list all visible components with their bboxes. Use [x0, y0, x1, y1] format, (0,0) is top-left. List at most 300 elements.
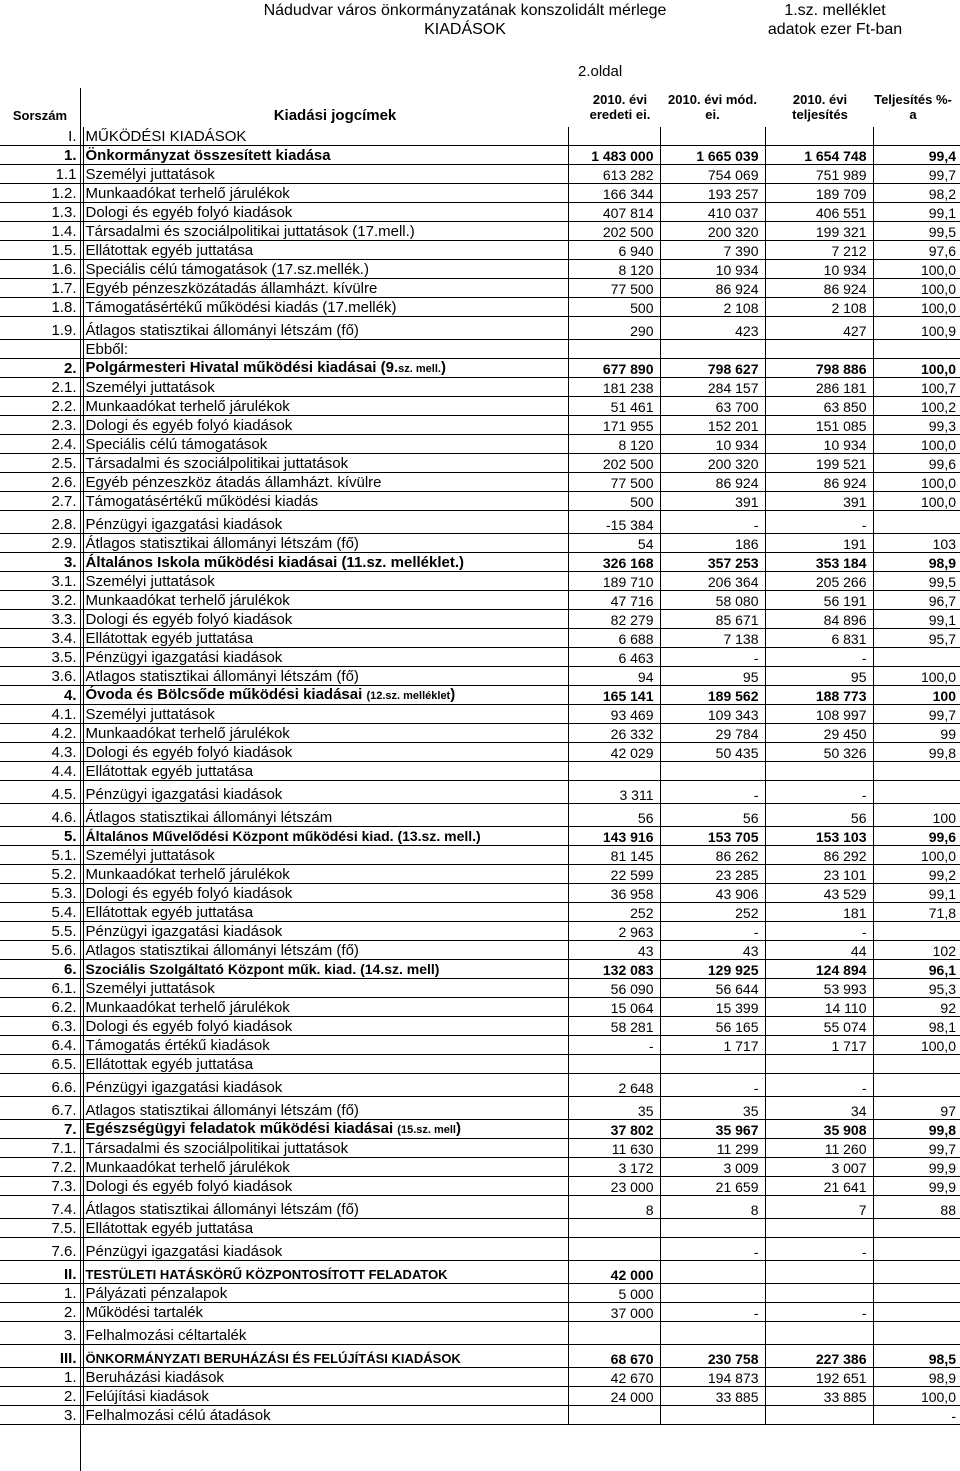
table-row	[0, 127, 960, 146]
row-number: 1.4.	[0, 222, 83, 241]
table-row	[0, 762, 960, 781]
value-pct: 100	[873, 686, 960, 705]
row-label	[83, 260, 568, 279]
value-pct: 99,8	[873, 743, 960, 762]
value-eredeti	[568, 340, 660, 359]
value-eredeti: 6 688	[568, 629, 660, 648]
value-pct: 99,5	[873, 222, 960, 241]
table-row	[0, 241, 960, 260]
page-number: 2.oldal	[578, 63, 623, 80]
value-pct: 99,1	[873, 203, 960, 222]
value-pct: 100,7	[873, 378, 960, 397]
value-pct: 100,0	[873, 298, 960, 317]
value-pct	[873, 781, 960, 804]
table-row	[0, 884, 960, 903]
value-telj: 43 529	[765, 884, 873, 903]
value-eredeti: 500	[568, 298, 660, 317]
row-label	[83, 146, 568, 165]
value-telj: 6 831	[765, 629, 873, 648]
value-eredeti: 181 238	[568, 378, 660, 397]
value-mod: 86 262	[660, 846, 765, 865]
value-eredeti: 24 000	[568, 1387, 660, 1406]
value-eredeti: 82 279	[568, 610, 660, 629]
row-label-text: Támogatás értékű kiadások	[85, 1037, 270, 1054]
value-eredeti: 8	[568, 1196, 660, 1219]
row-label-text: Pénzügyi igazgatási kiadások	[85, 1079, 283, 1096]
row-label-text: Felhalmozási célú átadások	[85, 1407, 271, 1424]
row-label	[83, 279, 568, 298]
value-pct: 98,1	[873, 1017, 960, 1036]
value-pct: 100,2	[873, 397, 960, 416]
value-pct	[873, 1219, 960, 1238]
value-eredeti	[568, 1238, 660, 1261]
value-eredeti: 2 963	[568, 922, 660, 941]
row-number: 1.	[0, 1284, 83, 1303]
value-eredeti: 132 083	[568, 960, 660, 979]
value-mod	[660, 1055, 765, 1074]
value-mod: 15 399	[660, 998, 765, 1017]
row-label	[83, 686, 568, 705]
row-label-text: Társadalmi és szociálpolitikai juttatások (17.mell.)	[85, 223, 415, 240]
col-mod: 2010. évi mód. ei.	[668, 92, 757, 122]
value-mod: 206 364	[660, 572, 765, 591]
row-number: 1.9.	[0, 317, 83, 340]
row-label-end: )	[450, 686, 456, 703]
value-eredeti: 77 500	[568, 473, 660, 492]
row-number: 3.4.	[0, 629, 83, 648]
value-eredeti: 94	[568, 667, 660, 686]
value-mod: 189 562	[660, 686, 765, 705]
row-label-text: Általános Művelődési Központ működési kiad. (13.sz. mell.)	[85, 828, 481, 844]
value-pct: 100,0	[873, 435, 960, 454]
value-mod: -	[660, 1238, 765, 1261]
row-label	[83, 416, 568, 435]
value-pct: 98,9	[873, 1368, 960, 1387]
row-number: 7.1.	[0, 1139, 83, 1158]
value-eredeti: 3 172	[568, 1158, 660, 1177]
value-mod: 2 108	[660, 298, 765, 317]
value-eredeti: 252	[568, 903, 660, 922]
value-telj: 124 894	[765, 960, 873, 979]
row-label-text: Működési tartalék	[85, 1304, 204, 1321]
table-row	[0, 1219, 960, 1238]
value-telj: -	[765, 1303, 873, 1322]
value-mod	[660, 1284, 765, 1303]
value-pct: 88	[873, 1196, 960, 1219]
row-label-text: Speciális célú támogatások	[85, 436, 268, 453]
row-label	[83, 781, 568, 804]
value-pct: 98,2	[873, 184, 960, 203]
value-telj: 34	[765, 1097, 873, 1120]
value-eredeti: 43	[568, 941, 660, 960]
table-row	[0, 1036, 960, 1055]
value-telj: 10 934	[765, 435, 873, 454]
table-row	[0, 1387, 960, 1406]
row-label-text: Egyéb pénzeszköz átadás államházt. kívülre	[85, 474, 382, 491]
value-telj: 192 651	[765, 1368, 873, 1387]
value-telj: 11 260	[765, 1139, 873, 1158]
value-mod: -	[660, 1074, 765, 1097]
value-mod: 95	[660, 667, 765, 686]
value-telj: 84 896	[765, 610, 873, 629]
value-pct: 99,2	[873, 865, 960, 884]
row-label	[83, 317, 568, 340]
value-telj: 406 551	[765, 203, 873, 222]
row-label-text: Támogatásértékű működési kiadás (17.mellék)	[85, 299, 397, 316]
value-pct	[873, 511, 960, 534]
value-pct: 95,3	[873, 979, 960, 998]
value-eredeti: 6 463	[568, 648, 660, 667]
value-eredeti: 189 710	[568, 572, 660, 591]
row-number: 3.6.	[0, 667, 83, 686]
row-number: II.	[0, 1261, 83, 1284]
table-row	[0, 648, 960, 667]
value-telj	[765, 1055, 873, 1074]
value-pct	[873, 1238, 960, 1261]
value-eredeti: 42 670	[568, 1368, 660, 1387]
value-pct: 100,0	[873, 473, 960, 492]
row-label	[83, 165, 568, 184]
table-row	[0, 416, 960, 435]
row-number: 2.3.	[0, 416, 83, 435]
col-pct: Teljesítés %-a	[874, 92, 952, 122]
value-pct: 96,7	[873, 591, 960, 610]
value-mod: 129 925	[660, 960, 765, 979]
row-label-text: Egészségügyi feladatok működési kiadásai	[85, 1120, 398, 1137]
row-number: 6.5.	[0, 1055, 83, 1074]
value-telj: 44	[765, 941, 873, 960]
table-row	[0, 1017, 960, 1036]
table-row	[0, 553, 960, 572]
row-label	[83, 827, 568, 846]
row-label-text: Ellátottak egyéb juttatása	[85, 1056, 254, 1073]
annex-line-1: 1.sz. melléklet	[784, 2, 886, 19]
value-telj	[765, 1261, 873, 1284]
value-mod: 43 906	[660, 884, 765, 903]
value-eredeti: 54	[568, 534, 660, 553]
row-label	[83, 241, 568, 260]
value-mod: 7 390	[660, 241, 765, 260]
table-row	[0, 435, 960, 454]
value-telj: 391	[765, 492, 873, 511]
row-number: 6.2.	[0, 998, 83, 1017]
row-label-text: Személyi juttatások	[85, 379, 215, 396]
value-mod: 186	[660, 534, 765, 553]
value-eredeti: 26 332	[568, 724, 660, 743]
title-line-1: Nádudvar város önkormányzatának konszolidált mérlege	[263, 2, 667, 19]
value-mod: 33 885	[660, 1387, 765, 1406]
row-label-text: Ellátottak egyéb juttatása	[85, 1220, 254, 1237]
value-pct: 100,0	[873, 1036, 960, 1055]
value-pct: 100	[873, 804, 960, 827]
value-mod: -	[660, 922, 765, 941]
row-label-text: Ellátottak egyéb juttatása	[85, 242, 254, 259]
value-eredeti	[568, 1406, 660, 1425]
row-number: 4.	[0, 686, 83, 705]
value-mod: 35	[660, 1097, 765, 1120]
value-pct: 99,8	[873, 1120, 960, 1139]
table-row	[0, 865, 960, 884]
value-eredeti: 35	[568, 1097, 660, 1120]
row-label	[83, 1387, 568, 1406]
value-eredeti	[568, 127, 660, 146]
row-number: 7.6.	[0, 1238, 83, 1261]
value-eredeti: 171 955	[568, 416, 660, 435]
row-number: 2.2.	[0, 397, 83, 416]
row-label	[83, 941, 568, 960]
value-telj: 191	[765, 534, 873, 553]
value-eredeti: 36 958	[568, 884, 660, 903]
value-pct	[873, 1322, 960, 1345]
row-label-text: Pénzügyi igazgatási kiadások	[85, 649, 283, 666]
value-mod: 109 343	[660, 705, 765, 724]
value-telj: -	[765, 922, 873, 941]
value-eredeti: 407 814	[568, 203, 660, 222]
table-row	[0, 279, 960, 298]
row-label	[83, 629, 568, 648]
table-row	[0, 846, 960, 865]
value-pct: 100,0	[873, 1387, 960, 1406]
value-mod: 21 659	[660, 1177, 765, 1196]
value-telj: 86 924	[765, 279, 873, 298]
table-row	[0, 511, 960, 534]
value-mod	[660, 1219, 765, 1238]
table-row	[0, 705, 960, 724]
value-eredeti: 23 000	[568, 1177, 660, 1196]
row-number: 4.2.	[0, 724, 83, 743]
row-label-text: Átlagos statisztikai állományi létszám	[85, 809, 333, 826]
value-eredeti: 93 469	[568, 705, 660, 724]
table-row	[0, 1284, 960, 1303]
row-number: 3.2.	[0, 591, 83, 610]
value-mod: 56 165	[660, 1017, 765, 1036]
value-mod: 200 320	[660, 222, 765, 241]
row-number: 1.7.	[0, 279, 83, 298]
value-mod	[660, 1261, 765, 1284]
row-label-text: Ellátottak egyéb juttatása	[85, 904, 254, 921]
value-telj: 188 773	[765, 686, 873, 705]
table-row	[0, 222, 960, 241]
value-pct: 98,5	[873, 1345, 960, 1368]
value-mod: 56	[660, 804, 765, 827]
annex-line-2: adatok ezer Ft-ban	[767, 21, 903, 38]
value-mod: 230 758	[660, 1345, 765, 1368]
table-row	[0, 1158, 960, 1177]
row-number: 3.	[0, 1322, 83, 1345]
row-label	[83, 1139, 568, 1158]
row-number: 2.5.	[0, 454, 83, 473]
col-telj: 2010. évi teljesítés	[792, 92, 848, 122]
value-eredeti: 202 500	[568, 222, 660, 241]
value-pct: 97	[873, 1097, 960, 1120]
value-eredeti: 1 483 000	[568, 146, 660, 165]
row-number: 3.3.	[0, 610, 83, 629]
value-pct: 100,0	[873, 846, 960, 865]
row-label-text: Személyi juttatások	[85, 573, 215, 590]
row-label-text: Munkaadókat terhelő járulékok	[85, 866, 290, 883]
table-row	[0, 298, 960, 317]
value-eredeti	[568, 762, 660, 781]
row-label-text: TESTÜLETI HATÁSKÖRŰ KÖZPONTOSÍTOTT FELADATOK	[85, 1267, 448, 1282]
row-label-text: Ellátottak egyéb juttatása	[85, 763, 254, 780]
row-number: 5.4.	[0, 903, 83, 922]
row-label	[83, 473, 568, 492]
value-mod: 7 138	[660, 629, 765, 648]
document-title	[200, 1, 730, 39]
row-number: 4.5.	[0, 781, 83, 804]
value-eredeti: 290	[568, 317, 660, 340]
value-telj: 86 292	[765, 846, 873, 865]
expenditure-table	[0, 127, 960, 1425]
row-label-text: Általános Iskola működési kiadásai (11.sz. melléklet.)	[85, 554, 465, 571]
value-pct: 100,0	[873, 279, 960, 298]
value-telj: 56 191	[765, 591, 873, 610]
row-label-text: Dologi és egyéb folyó kiadások	[85, 204, 293, 221]
row-label-text: Beruházási kiadások	[85, 1369, 224, 1386]
value-eredeti: 500	[568, 492, 660, 511]
row-number: 3.1.	[0, 572, 83, 591]
row-label-text: Dologi és egyéb folyó kiadások	[85, 744, 293, 761]
value-mod	[660, 1406, 765, 1425]
row-number: 2.	[0, 359, 83, 378]
value-telj: 751 989	[765, 165, 873, 184]
row-label	[83, 1406, 568, 1425]
row-label-text: Munkaadókat terhelő járulékok	[85, 725, 290, 742]
value-telj: 56	[765, 804, 873, 827]
value-pct	[873, 127, 960, 146]
value-eredeti: 6 940	[568, 241, 660, 260]
row-number: 5.3.	[0, 884, 83, 903]
value-mod: 194 873	[660, 1368, 765, 1387]
row-label-text: Egyéb pénzeszközátadás államházt. kívülre	[85, 280, 378, 297]
value-telj: 53 993	[765, 979, 873, 998]
table-row	[0, 184, 960, 203]
value-mod: 153 705	[660, 827, 765, 846]
table-row	[0, 1120, 960, 1139]
table-row	[0, 743, 960, 762]
table-row	[0, 804, 960, 827]
row-label	[83, 492, 568, 511]
value-eredeti: 56	[568, 804, 660, 827]
value-telj: 1 717	[765, 1036, 873, 1055]
table-row	[0, 960, 960, 979]
row-label	[83, 222, 568, 241]
row-label	[83, 804, 568, 827]
table-row	[0, 1196, 960, 1219]
row-label	[83, 922, 568, 941]
row-label-text: Atlagos statisztikai állományi létszám (fő)	[85, 942, 359, 959]
row-label-text: Polgármesteri Hivatal működési kiadásai (9.	[85, 359, 399, 376]
table-row	[0, 397, 960, 416]
table-row	[0, 1261, 960, 1284]
row-label	[83, 1017, 568, 1036]
row-number: 7.4.	[0, 1196, 83, 1219]
row-number: 1.1	[0, 165, 83, 184]
row-label	[83, 648, 568, 667]
row-label-text: Munkaadókat terhelő járulékok	[85, 398, 290, 415]
row-label-text: Pályázati pénzalapok	[85, 1285, 228, 1302]
row-label	[83, 454, 568, 473]
row-number: 5.5.	[0, 922, 83, 941]
value-telj: 153 103	[765, 827, 873, 846]
value-pct	[873, 340, 960, 359]
row-number: 2.6.	[0, 473, 83, 492]
value-eredeti: 56 090	[568, 979, 660, 998]
row-number: 1.8.	[0, 298, 83, 317]
row-label-text: Óvoda és Bölcsőde működési kiadásai	[85, 686, 367, 703]
value-mod: -	[660, 1303, 765, 1322]
row-number: 3.5.	[0, 648, 83, 667]
row-label-text: Átlagos statisztikai állományi létszám (fő)	[85, 322, 359, 339]
row-number: 4.1.	[0, 705, 83, 724]
value-pct: 99,3	[873, 416, 960, 435]
value-telj: 1 654 748	[765, 146, 873, 165]
value-telj	[765, 762, 873, 781]
row-number	[0, 340, 83, 359]
value-telj	[765, 1219, 873, 1238]
row-number: 5.2.	[0, 865, 83, 884]
row-label	[83, 359, 568, 378]
value-pct: 102	[873, 941, 960, 960]
row-label-text: Ellátottak egyéb juttatása	[85, 630, 254, 647]
value-eredeti	[568, 1322, 660, 1345]
value-eredeti: 166 344	[568, 184, 660, 203]
value-eredeti: 8 120	[568, 435, 660, 454]
table-row	[0, 903, 960, 922]
row-label-text: Munkaadókat terhelő járulékok	[85, 185, 290, 202]
table-row	[0, 146, 960, 165]
row-label	[83, 724, 568, 743]
value-pct	[873, 1303, 960, 1322]
value-telj: 7 212	[765, 241, 873, 260]
title-line-2: KIADÁSOK	[424, 21, 506, 38]
row-label	[83, 203, 568, 222]
row-label-text: Társadalmi és szociálpolitikai juttatások	[85, 1140, 349, 1157]
row-number: I.	[0, 127, 83, 146]
value-mod: 423	[660, 317, 765, 340]
value-telj: 108 997	[765, 705, 873, 724]
row-number: 5.	[0, 827, 83, 846]
value-pct	[873, 922, 960, 941]
value-telj: 151 085	[765, 416, 873, 435]
value-pct: 103	[873, 534, 960, 553]
value-telj: 86 924	[765, 473, 873, 492]
row-number: 7.2.	[0, 1158, 83, 1177]
row-label-text: Önkormányzat összesített kiadása	[85, 147, 331, 164]
row-number: 4.3.	[0, 743, 83, 762]
value-pct	[873, 762, 960, 781]
value-telj: 798 886	[765, 359, 873, 378]
value-pct	[873, 1055, 960, 1074]
row-label	[83, 1120, 568, 1139]
table-row	[0, 1303, 960, 1322]
value-pct: 100,9	[873, 317, 960, 340]
table-row	[0, 359, 960, 378]
row-number: 2.	[0, 1303, 83, 1322]
value-telj: 3 007	[765, 1158, 873, 1177]
row-label-text: Felújítási kiadások	[85, 1388, 209, 1405]
value-mod: 86 924	[660, 473, 765, 492]
row-number: 6.1.	[0, 979, 83, 998]
annex-note	[745, 1, 925, 39]
row-label	[83, 1074, 568, 1097]
row-label-text: Személyi juttatások	[85, 980, 215, 997]
row-label	[83, 534, 568, 553]
value-eredeti: 68 670	[568, 1345, 660, 1368]
value-telj: 2 108	[765, 298, 873, 317]
table-row	[0, 1097, 960, 1120]
value-eredeti: 42 029	[568, 743, 660, 762]
